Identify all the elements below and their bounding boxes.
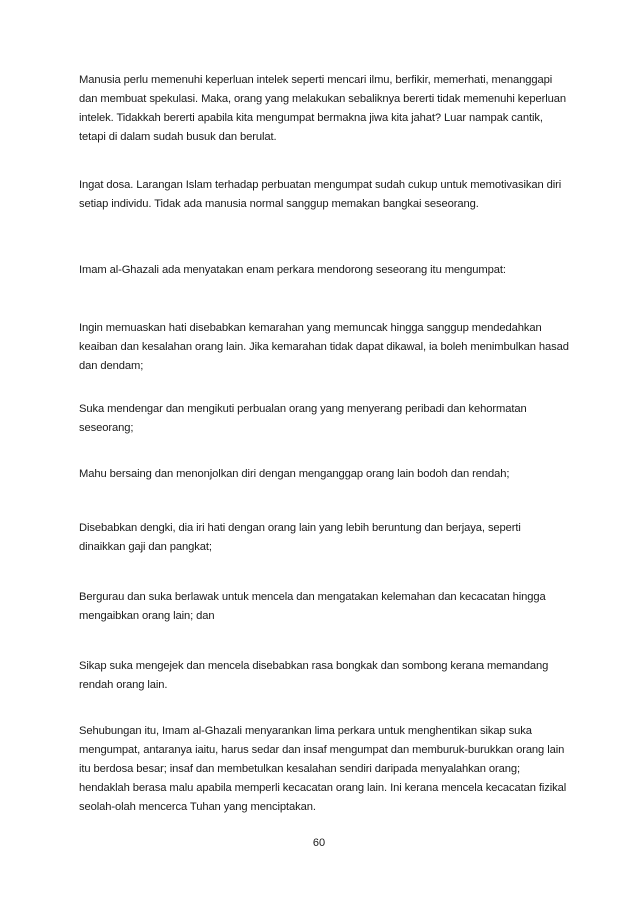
paragraph-reason-mocking: Sikap suka mengejek dan mencela disebabkan rasa bongkak dan sombong kerana memandang rendah orang lain. <box>79 660 549 691</box>
paragraph-reason-competing: Mahu bersaing dan menonjolkan diri dengan menganggap orang lain bodoh dan rendah; <box>79 468 510 480</box>
paragraph-reason-envy: Disebabkan dengki, dia iri hati dengan orang lain yang lebih beruntung dan berjaya, seperti dinaikkan gaji dan pangkat; <box>79 522 521 553</box>
page-number: 60 <box>312 837 326 849</box>
paragraph-reason-joking: Bergurau dan suka berlawak untuk mencela dan mengatakan kelemahan dan kecacatan hingga mengaibkan orang lain; dan <box>79 591 546 622</box>
paragraph-intellect: Manusia perlu memenuhi keperluan intelek seperti mencari ilmu, berfikir, memerhati, menanggapi dan membuat spekulasi. Maka, orang yang melakukan sebaliknya bererti tidak memenuhi keperluan intelek. Tidakkah bererti apabila kita mengumpat bermakna jiwa kita jahat? Luar nampak cantik, tetapi di dalam sudah busuk dan berulat. <box>79 74 566 143</box>
paragraph-reason-listening: Suka mendengar dan mengikuti perbualan orang yang menyerang peribadi dan kehormatan seseorang; <box>79 403 527 434</box>
paragraph-reason-anger: Ingin memuaskan hati disebabkan kemarahan yang memuncak hingga sanggup mendedahkan keaiban dan kesalahan orang lain. Jika kemarahan tidak dapat dikawal, ia boleh menimbulkan hasad dan dendam; <box>79 322 569 372</box>
paragraph-remember-sin: Ingat dosa. Larangan Islam terhadap perbuatan mengumpat sudah cukup untuk memotivasikan diri setiap individu. Tidak ada manusia normal sanggup memakan bangkai seseorang. <box>79 179 562 210</box>
paragraph-ghazali-five-remedies: Sehubungan itu, Imam al-Ghazali menyarankan lima perkara untuk menghentikan sikap suka mengumpat, antaranya iaitu, harus sedar dan insaf mengumpat dan memburuk-burukkan orang lain itu berdosa besar; insaf dan membetulkan kesalahan sendiri daripada menyalahkan orang; hendaklah berasa malu apabila memperli kecacatan orang lain. Ini kerana mencela kecacatan fizikal seolah-olah mencerca Tuhan yang menciptakan. <box>79 725 567 813</box>
paragraph-ghazali-six-reasons: Imam al-Ghazali ada menyatakan enam perkara mendorong seseorang itu mengumpat: <box>79 264 506 276</box>
